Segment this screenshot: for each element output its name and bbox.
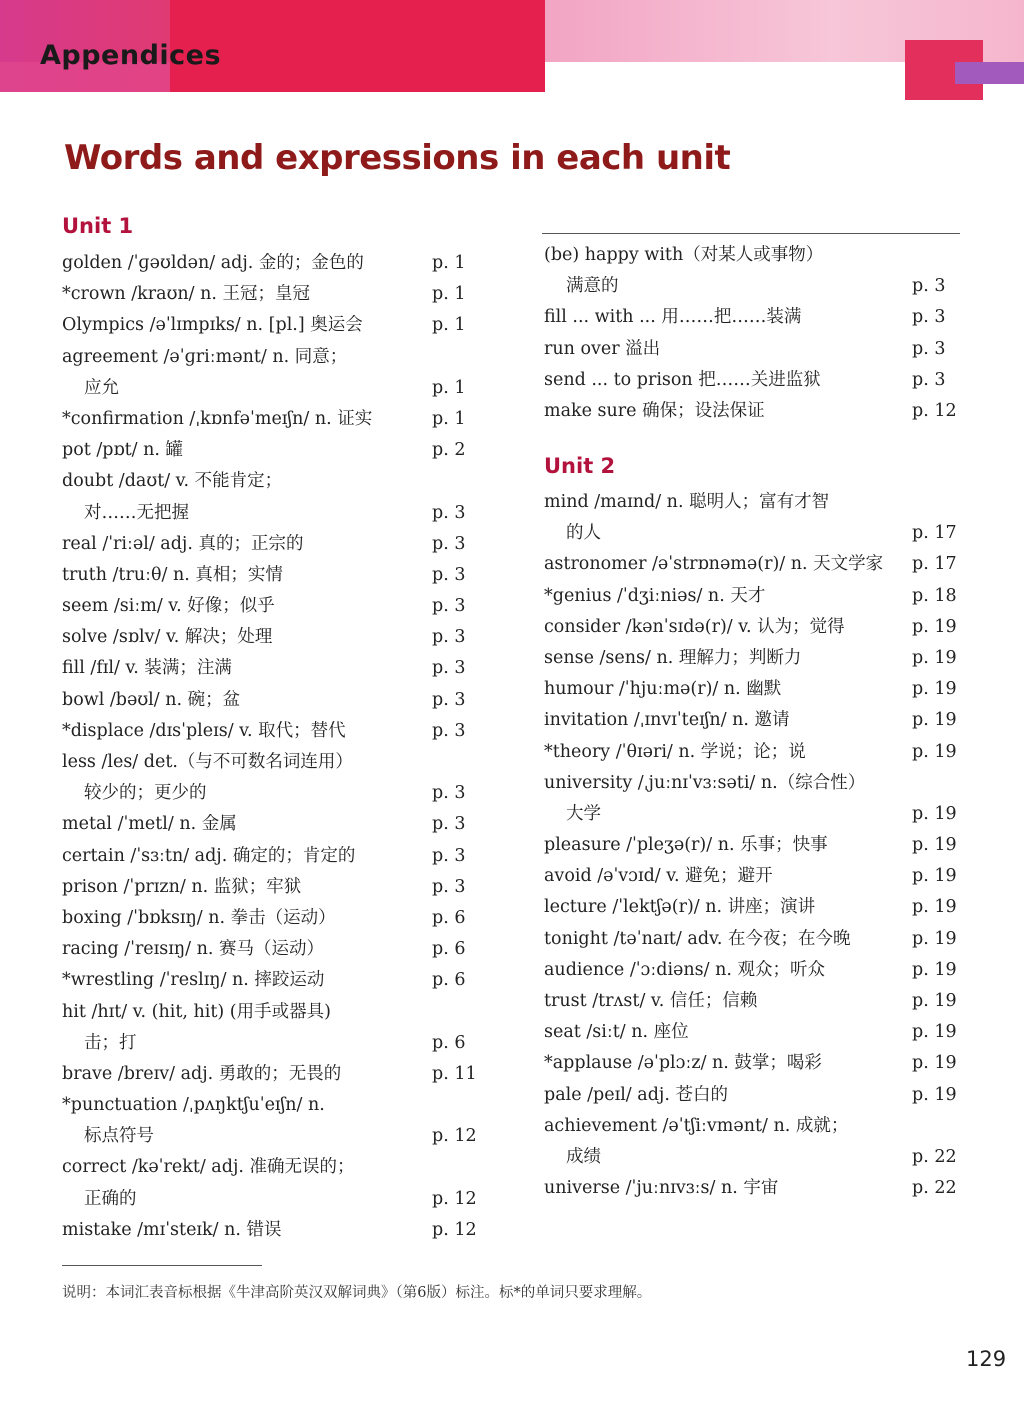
entry-text: 较少的；更少的	[84, 783, 207, 804]
entry-text: *theory /ˈθɪəri/ n. 学说；论；说	[544, 741, 806, 762]
entry-text: trust /trʌst/ v. 信任；信赖	[544, 991, 758, 1011]
entry-page: p. 17	[912, 554, 957, 575]
entry-text: real /ˈriːəl/ adj. 真的；正宗的	[62, 533, 304, 554]
entry-text: 击；打	[84, 1032, 137, 1053]
entry-page: p. 19	[912, 616, 957, 637]
entry-text: achievement /əˈtʃiːvmənt/ n. 成就；	[544, 1115, 849, 1136]
entry-text: brave /breɪv/ adj. 勇敢的；无畏的	[62, 1063, 342, 1084]
entry-text: fill ... with ... 用……把……装满	[544, 307, 802, 328]
entry-text: run over 溢出	[544, 338, 661, 359]
entry-page: p. 19	[912, 928, 957, 949]
entry-text: racing /ˈreɪsɪŋ/ n. 赛马（运动）	[62, 939, 324, 960]
divider	[542, 233, 960, 234]
entry-page: p. 1	[432, 315, 466, 336]
entry-page: p. 19	[912, 741, 957, 762]
entry-page: p. 18	[912, 585, 957, 606]
entry-page: p. 12	[432, 1126, 477, 1147]
entry-page: p. 6	[432, 970, 466, 991]
footnote-divider	[62, 1265, 262, 1266]
entry-page: p. 6	[432, 1032, 466, 1053]
entry-text: agreement /əˈɡriːmənt/ n. 同意；	[62, 346, 348, 367]
footnote: 说明：本词汇表音标根据《牛津高阶英汉双解词典》（第6版）标注。标*的单词只要求理解。	[62, 1285, 652, 1301]
entry-page: p. 19	[912, 991, 957, 1011]
entry-text: invitation /ˌɪnvɪˈteɪʃn/ n. 邀请	[544, 710, 790, 731]
entry-page: p. 11	[432, 1063, 477, 1084]
entry-text: *confirmation /ˌkɒnfəˈmeɪʃn/ n. 证实	[62, 408, 373, 429]
entry-text: 正确的	[84, 1188, 137, 1209]
entry-text: Olympics /əˈlɪmpɪks/ n. [pl.] 奥运会	[62, 315, 363, 336]
entry-text: less /les/ det.（与不可数名词连用）	[62, 752, 353, 772]
entry-page: p. 19	[912, 647, 957, 668]
entry-page: p. 22	[912, 1146, 957, 1167]
entry-page: p. 19	[912, 679, 957, 700]
entry-page: p. 6	[432, 907, 466, 928]
entry-text: *wrestling /ˈreslɪŋ/ n. 摔跤运动	[62, 970, 325, 991]
entry-page: p. 2	[432, 440, 466, 461]
entry-page: p. 19	[912, 710, 957, 731]
entry-page: p. 12	[432, 1188, 477, 1209]
entry-text: 满意的	[566, 276, 619, 297]
entry-text: audience /ˈɔːdiəns/ n. 观众；听众	[544, 959, 826, 980]
entry-text: pale /peɪl/ adj. 苍白的	[544, 1084, 728, 1105]
banner-block	[955, 62, 1024, 84]
entry-text: university /ˌjuːnɪˈvɜːsəti/ n.（综合性）	[544, 772, 866, 793]
entry-text: doubt /daʊt/ v. 不能肯定；	[62, 471, 283, 492]
entry-text: 标点符号	[84, 1126, 154, 1147]
entry-text: 大学	[566, 803, 601, 824]
entry-page: p. 1	[432, 253, 466, 273]
entry-text: universe /ˈjuːnɪvɜːs/ n. 宇宙	[544, 1178, 779, 1199]
entry-text: metal /ˈmetl/ n. 金属	[62, 814, 237, 835]
entry-page: p. 3	[912, 276, 946, 297]
entry-page: p. 3	[432, 689, 466, 710]
entry-text: truth /truːθ/ n. 真相；实情	[62, 564, 283, 585]
entry-page: p. 19	[912, 1084, 957, 1105]
entry-page: p. 3	[432, 627, 466, 648]
entry-text: 的人	[566, 523, 601, 544]
unit-2-heading: Unit 2	[544, 454, 616, 478]
entry-page: p. 3	[912, 338, 946, 359]
entry-page: p. 3	[432, 596, 466, 617]
entry-text: *punctuation /ˌpʌŋktʃuˈeɪʃn/ n.	[62, 1095, 325, 1116]
entry-text: boxing /ˈbɒksɪŋ/ n. 拳击（运动）	[62, 907, 336, 928]
entry-text: lecture /ˈlektʃə(r)/ n. 讲座；演讲	[544, 897, 816, 918]
entry-page: p. 19	[912, 835, 957, 856]
entry-text: hit /hɪt/ v. (hit, hit) (用手或器具)	[62, 1001, 331, 1022]
entry-page: p. 1	[432, 377, 466, 398]
entry-text: golden /ˈɡəʊldən/ adj. 金的；金色的	[62, 253, 364, 273]
entry-page: p. 3	[912, 369, 946, 390]
section-label: Appendices	[40, 40, 222, 71]
entry-text: *genius /ˈdʒiːniəs/ n. 天才	[544, 585, 766, 606]
entry-page: p. 3	[432, 658, 466, 679]
entry-page: p. 3	[432, 845, 466, 866]
entry-text: seat /siːt/ n. 座位	[544, 1022, 689, 1043]
entry-text: *applause /əˈplɔːz/ n. 鼓掌；喝彩	[544, 1053, 822, 1074]
page-number: 129	[966, 1347, 1007, 1371]
entry-page: p. 3	[912, 307, 946, 328]
entry-page: p. 19	[912, 803, 957, 824]
unit-1-heading: Unit 1	[62, 214, 134, 238]
entry-text: bowl /bəʊl/ n. 碗；盆	[62, 689, 241, 710]
entry-page: p. 19	[912, 897, 957, 918]
entry-text: astronomer /əˈstrɒnəmə(r)/ n. 天文学家	[544, 554, 884, 575]
entry-text: 应允	[84, 377, 119, 398]
entry-page: p. 3	[432, 720, 466, 741]
entry-page: p. 19	[912, 1053, 957, 1074]
entry-text: solve /sɒlv/ v. 解决；处理	[62, 627, 273, 648]
entry-text: prison /ˈprɪzn/ n. 监狱；牢狱	[62, 876, 302, 897]
entry-text: humour /ˈhjuːmə(r)/ n. 幽默	[544, 679, 782, 700]
entry-page: p. 19	[912, 959, 957, 980]
entry-page: p. 3	[432, 533, 466, 554]
entry-text: certain /ˈsɜːtn/ adj. 确定的；肯定的	[62, 845, 356, 866]
entry-text: sense /sens/ n. 理解力；判断力	[544, 647, 802, 668]
entry-text: correct /kəˈrekt/ adj. 准确无误的；	[62, 1157, 355, 1178]
entry-text: pot /pɒt/ n. 罐	[62, 440, 184, 461]
entry-page: p. 1	[432, 408, 466, 429]
entry-text: avoid /əˈvɔɪd/ v. 避免；避开	[544, 866, 773, 887]
entry-page: p. 3	[432, 814, 466, 835]
entry-text: 成绩	[566, 1146, 601, 1167]
entry-page: p. 3	[432, 783, 466, 804]
entry-text: *displace /dɪsˈpleɪs/ v. 取代；替代	[62, 720, 346, 741]
entry-page: p. 19	[912, 866, 957, 887]
entry-text: mistake /mɪˈsteɪk/ n. 错误	[62, 1219, 282, 1240]
entry-text: 对……无把握	[84, 502, 189, 523]
entry-text: consider /kənˈsɪdə(r)/ v. 认为；觉得	[544, 616, 845, 637]
entry-page: p. 22	[912, 1178, 957, 1199]
entry-text: pleasure /ˈpleʒə(r)/ n. 乐事；快事	[544, 835, 828, 856]
entry-text: send ... to prison 把……关进监狱	[544, 369, 821, 390]
entry-page: p. 12	[432, 1219, 477, 1240]
entry-text: mind /maɪnd/ n. 聪明人；富有才智	[544, 492, 830, 512]
entry-page: p. 19	[912, 1022, 957, 1043]
entry-text: make sure 确保；设法保证	[544, 400, 765, 421]
entry-text: tonight /təˈnaɪt/ adv. 在今夜；在今晚	[544, 928, 851, 949]
entry-page: p. 3	[432, 876, 466, 897]
entry-page: p. 17	[912, 523, 957, 544]
entry-page: p. 3	[432, 564, 466, 585]
entry-text: fill /fɪl/ v. 装满；注满	[62, 658, 232, 679]
entry-text: (be) happy with（对某人或事物）	[544, 245, 824, 265]
entry-page: p. 12	[912, 400, 957, 421]
entry-page: p. 1	[432, 284, 466, 305]
page-title: Words and expressions in each unit	[64, 138, 731, 178]
entry-page: p. 3	[432, 502, 466, 523]
entry-text: seem /siːm/ v. 好像；似乎	[62, 596, 275, 617]
entry-text: *crown /kraʊn/ n. 王冠；皇冠	[62, 284, 311, 305]
entry-page: p. 6	[432, 939, 466, 960]
banner-block	[170, 0, 545, 92]
